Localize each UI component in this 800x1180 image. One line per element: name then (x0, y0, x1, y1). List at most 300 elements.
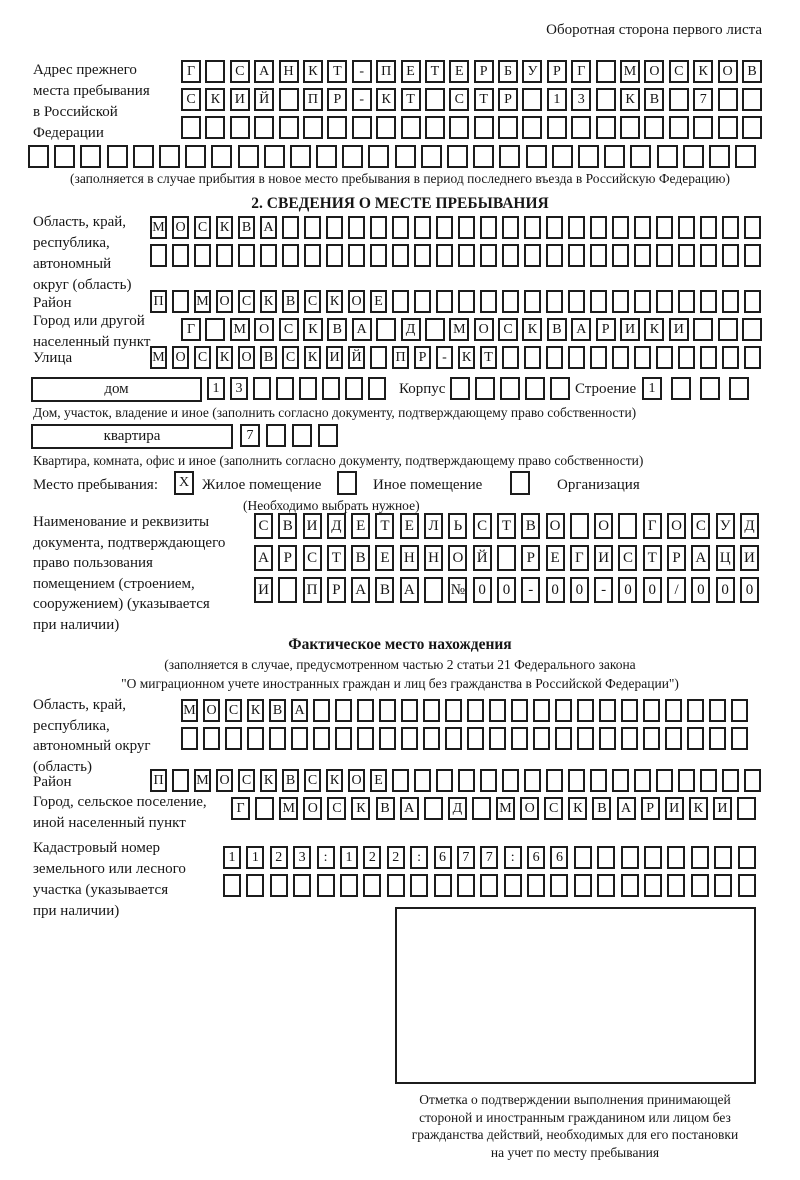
char-cell[interactable]: В (327, 318, 347, 341)
char-cell[interactable]: 1 (207, 377, 225, 400)
char-cell[interactable]: Ь (448, 513, 467, 539)
char-cell[interactable] (414, 216, 431, 239)
char-cell[interactable]: С (669, 60, 689, 83)
char-cell[interactable] (181, 116, 201, 139)
char-cell[interactable] (729, 377, 749, 400)
char-cell[interactable] (414, 290, 431, 313)
char-cell[interactable]: О (172, 346, 189, 369)
char-cell[interactable]: К (351, 797, 370, 820)
char-cell[interactable] (436, 244, 453, 267)
char-cell[interactable]: С (498, 318, 518, 341)
char-cell[interactable] (527, 874, 545, 897)
char-cell[interactable]: 1 (340, 846, 358, 869)
char-cell[interactable]: Й (473, 545, 492, 571)
char-cell[interactable]: С (194, 216, 211, 239)
char-cell[interactable]: П (303, 88, 323, 111)
char-cell[interactable] (731, 727, 748, 750)
char-cell[interactable]: Д (401, 318, 421, 341)
char-cell[interactable] (499, 145, 520, 168)
char-cell[interactable]: М (449, 318, 469, 341)
char-cell[interactable] (656, 346, 673, 369)
char-cell[interactable] (709, 145, 730, 168)
char-cell[interactable] (445, 699, 462, 722)
char-cell[interactable] (643, 727, 660, 750)
char-cell[interactable]: 7 (480, 846, 498, 869)
char-cell[interactable] (425, 318, 445, 341)
char-cell[interactable]: С (238, 769, 255, 792)
char-cell[interactable] (577, 727, 594, 750)
char-cell[interactable]: П (392, 346, 409, 369)
char-cell[interactable] (533, 699, 550, 722)
char-cell[interactable] (665, 699, 682, 722)
char-cell[interactable]: К (689, 797, 708, 820)
char-cell[interactable] (568, 769, 585, 792)
char-cell[interactable] (276, 377, 294, 400)
char-cell[interactable] (458, 769, 475, 792)
char-cell[interactable]: Р (521, 545, 540, 571)
char-cell[interactable]: Р (498, 88, 518, 111)
char-cell[interactable]: В (260, 346, 277, 369)
char-cell[interactable] (552, 145, 573, 168)
char-cell[interactable]: И (594, 545, 613, 571)
char-cell[interactable] (678, 244, 695, 267)
char-cell[interactable] (533, 727, 550, 750)
char-cell[interactable] (621, 874, 639, 897)
char-cell[interactable]: 0 (691, 577, 710, 603)
char-cell[interactable]: - (352, 60, 372, 83)
char-cell[interactable] (457, 874, 475, 897)
char-cell[interactable]: Р (596, 318, 616, 341)
char-cell[interactable]: У (522, 60, 542, 83)
char-cell[interactable]: С (327, 797, 346, 820)
char-cell[interactable] (54, 145, 75, 168)
char-cell[interactable]: О (594, 513, 613, 539)
char-cell[interactable] (691, 874, 709, 897)
char-cell[interactable] (424, 797, 443, 820)
char-cell[interactable] (744, 346, 761, 369)
char-cell[interactable]: С (618, 545, 637, 571)
char-cell[interactable]: Ц (716, 545, 735, 571)
char-cell[interactable] (474, 116, 494, 139)
char-cell[interactable] (612, 216, 629, 239)
char-cell[interactable] (590, 346, 607, 369)
char-cell[interactable]: О (348, 769, 365, 792)
char-cell[interactable] (568, 290, 585, 313)
char-cell[interactable] (458, 216, 475, 239)
char-cell[interactable] (410, 874, 428, 897)
char-cell[interactable] (270, 874, 288, 897)
char-cell[interactable] (612, 290, 629, 313)
char-cell[interactable] (150, 244, 167, 267)
char-cell[interactable] (700, 216, 717, 239)
char-cell[interactable]: Т (643, 545, 662, 571)
char-cell[interactable]: : (317, 846, 335, 869)
char-cell[interactable]: № (448, 577, 467, 603)
char-cell[interactable]: Г (181, 60, 201, 83)
char-cell[interactable]: В (351, 545, 370, 571)
char-cell[interactable] (742, 88, 762, 111)
char-cell[interactable] (335, 699, 352, 722)
char-cell[interactable] (596, 60, 616, 83)
char-cell[interactable]: - (352, 88, 372, 111)
char-cell[interactable]: И (254, 577, 273, 603)
char-cell[interactable] (467, 699, 484, 722)
char-cell[interactable] (278, 577, 297, 603)
char-cell[interactable] (621, 699, 638, 722)
char-cell[interactable]: С (691, 513, 710, 539)
char-cell[interactable] (524, 216, 541, 239)
char-cell[interactable]: Р (327, 577, 346, 603)
char-cell[interactable] (133, 145, 154, 168)
char-cell[interactable] (744, 216, 761, 239)
char-cell[interactable] (445, 727, 462, 750)
char-cell[interactable] (597, 874, 615, 897)
char-cell[interactable] (28, 145, 49, 168)
char-cell[interactable]: О (644, 60, 664, 83)
char-cell[interactable] (348, 216, 365, 239)
char-cell[interactable] (634, 216, 651, 239)
char-cell[interactable]: Т (480, 346, 497, 369)
char-cell[interactable] (216, 244, 233, 267)
char-cell[interactable] (181, 727, 198, 750)
char-cell[interactable]: Г (570, 545, 589, 571)
char-cell[interactable] (693, 318, 713, 341)
char-cell[interactable] (550, 874, 568, 897)
char-cell[interactable]: О (448, 545, 467, 571)
char-cell[interactable] (656, 769, 673, 792)
char-cell[interactable]: С (230, 60, 250, 83)
char-cell[interactable]: П (150, 290, 167, 313)
char-cell[interactable] (620, 116, 640, 139)
char-cell[interactable]: А (291, 699, 308, 722)
char-cell[interactable]: И (713, 797, 732, 820)
char-cell[interactable]: М (620, 60, 640, 83)
char-cell[interactable] (282, 216, 299, 239)
char-cell[interactable]: О (238, 346, 255, 369)
char-cell[interactable] (574, 874, 592, 897)
char-cell[interactable]: М (194, 290, 211, 313)
char-cell[interactable] (480, 216, 497, 239)
char-cell[interactable] (450, 377, 470, 400)
char-cell[interactable] (247, 727, 264, 750)
char-cell[interactable]: С (279, 318, 299, 341)
char-cell[interactable] (590, 216, 607, 239)
char-cell[interactable]: В (644, 88, 664, 111)
char-cell[interactable] (107, 145, 128, 168)
char-cell[interactable] (714, 874, 732, 897)
char-cell[interactable] (524, 290, 541, 313)
char-cell[interactable]: Д (327, 513, 346, 539)
char-cell[interactable]: К (522, 318, 542, 341)
char-cell[interactable]: А (254, 60, 274, 83)
char-cell[interactable]: Е (370, 290, 387, 313)
char-cell[interactable]: Р (474, 60, 494, 83)
char-cell[interactable]: 0 (546, 577, 565, 603)
char-cell[interactable] (225, 727, 242, 750)
char-cell[interactable] (722, 244, 739, 267)
char-cell[interactable] (599, 699, 616, 722)
char-cell[interactable]: И (620, 318, 640, 341)
char-cell[interactable] (318, 424, 338, 447)
char-cell[interactable]: П (303, 577, 322, 603)
char-cell[interactable] (596, 88, 616, 111)
char-cell[interactable]: 1 (547, 88, 567, 111)
char-cell[interactable]: Т (425, 60, 445, 83)
char-cell[interactable] (511, 699, 528, 722)
char-cell[interactable] (489, 727, 506, 750)
char-cell[interactable] (612, 244, 629, 267)
char-cell[interactable] (80, 145, 101, 168)
char-cell[interactable]: 0 (643, 577, 662, 603)
char-cell[interactable] (421, 145, 442, 168)
char-cell[interactable]: С (449, 88, 469, 111)
char-cell[interactable]: Г (571, 60, 591, 83)
char-cell[interactable] (599, 727, 616, 750)
char-cell[interactable]: С (544, 797, 563, 820)
char-cell[interactable] (335, 727, 352, 750)
char-cell[interactable]: В (238, 216, 255, 239)
char-cell[interactable] (205, 318, 225, 341)
char-cell[interactable]: / (667, 577, 686, 603)
char-cell[interactable]: В (521, 513, 540, 539)
char-cell[interactable] (669, 88, 689, 111)
char-cell[interactable]: Е (375, 545, 394, 571)
char-cell[interactable]: М (181, 699, 198, 722)
char-cell[interactable] (735, 145, 756, 168)
char-cell[interactable]: К (304, 346, 321, 369)
char-cell[interactable]: К (458, 346, 475, 369)
char-cell[interactable] (322, 377, 340, 400)
char-cell[interactable]: Т (327, 60, 347, 83)
char-cell[interactable]: В (278, 513, 297, 539)
char-cell[interactable] (526, 145, 547, 168)
char-cell[interactable] (423, 727, 440, 750)
char-cell[interactable]: 0 (473, 577, 492, 603)
char-cell[interactable]: В (742, 60, 762, 83)
char-cell[interactable]: М (150, 346, 167, 369)
char-cell[interactable] (291, 727, 308, 750)
char-cell[interactable] (395, 145, 416, 168)
char-cell[interactable]: О (303, 797, 322, 820)
char-cell[interactable] (392, 769, 409, 792)
char-cell[interactable] (401, 116, 421, 139)
char-cell[interactable] (744, 290, 761, 313)
char-cell[interactable] (425, 88, 445, 111)
char-cell[interactable] (597, 846, 615, 869)
char-cell[interactable]: Е (400, 513, 419, 539)
char-cell[interactable] (687, 727, 704, 750)
char-cell[interactable]: Н (279, 60, 299, 83)
char-cell[interactable]: О (474, 318, 494, 341)
char-cell[interactable]: А (691, 545, 710, 571)
char-cell[interactable]: С (194, 346, 211, 369)
char-cell[interactable]: К (568, 797, 587, 820)
char-cell[interactable] (255, 797, 274, 820)
char-cell[interactable] (714, 846, 732, 869)
char-cell[interactable] (578, 145, 599, 168)
char-cell[interactable] (292, 424, 312, 447)
char-cell[interactable]: Е (401, 60, 421, 83)
char-cell[interactable]: В (592, 797, 611, 820)
char-cell[interactable] (414, 769, 431, 792)
char-cell[interactable]: А (254, 545, 273, 571)
char-cell[interactable]: 6 (434, 846, 452, 869)
char-cell[interactable] (687, 699, 704, 722)
char-cell[interactable]: С (282, 346, 299, 369)
char-cell[interactable] (644, 116, 664, 139)
char-cell[interactable] (590, 244, 607, 267)
char-cell[interactable] (223, 874, 241, 897)
char-cell[interactable] (436, 216, 453, 239)
char-cell[interactable]: И (326, 346, 343, 369)
char-cell[interactable] (458, 244, 475, 267)
char-cell[interactable] (568, 244, 585, 267)
char-cell[interactable] (522, 116, 542, 139)
char-cell[interactable]: Е (370, 769, 387, 792)
char-cell[interactable] (194, 244, 211, 267)
char-cell[interactable] (525, 377, 545, 400)
char-cell[interactable] (656, 290, 673, 313)
char-cell[interactable]: В (375, 577, 394, 603)
char-cell[interactable]: 3 (571, 88, 591, 111)
char-cell[interactable]: К (644, 318, 664, 341)
char-cell[interactable] (376, 116, 396, 139)
char-cell[interactable] (634, 769, 651, 792)
char-cell[interactable] (502, 769, 519, 792)
char-cell[interactable]: В (282, 290, 299, 313)
char-cell[interactable] (423, 699, 440, 722)
char-cell[interactable] (590, 290, 607, 313)
char-cell[interactable]: К (205, 88, 225, 111)
char-cell[interactable] (571, 116, 591, 139)
char-cell[interactable]: Р (547, 60, 567, 83)
char-cell[interactable]: 2 (270, 846, 288, 869)
char-cell[interactable] (678, 346, 695, 369)
char-cell[interactable]: А (352, 318, 372, 341)
char-cell[interactable] (392, 244, 409, 267)
char-cell[interactable]: О (203, 699, 220, 722)
char-cell[interactable]: В (282, 769, 299, 792)
char-cell[interactable] (303, 116, 323, 139)
char-cell[interactable]: О (667, 513, 686, 539)
char-cell[interactable] (467, 727, 484, 750)
char-cell[interactable]: С (303, 545, 322, 571)
char-cell[interactable]: 0 (570, 577, 589, 603)
char-cell[interactable]: К (216, 346, 233, 369)
char-cell[interactable] (230, 116, 250, 139)
char-cell[interactable] (266, 424, 286, 447)
char-cell[interactable]: 7 (240, 424, 260, 447)
char-cell[interactable] (502, 290, 519, 313)
char-cell[interactable] (345, 377, 363, 400)
char-cell[interactable] (414, 244, 431, 267)
char-cell[interactable]: Р (667, 545, 686, 571)
char-cell[interactable]: Г (643, 513, 662, 539)
char-cell[interactable]: Р (278, 545, 297, 571)
char-cell[interactable]: С (304, 769, 321, 792)
char-cell[interactable] (480, 244, 497, 267)
stay-type-checkbox-organization[interactable] (510, 471, 530, 495)
char-cell[interactable] (570, 513, 589, 539)
char-cell[interactable] (368, 377, 386, 400)
char-cell[interactable] (744, 244, 761, 267)
char-cell[interactable] (604, 145, 625, 168)
char-cell[interactable]: : (504, 846, 522, 869)
char-cell[interactable]: Н (400, 545, 419, 571)
char-cell[interactable]: К (326, 769, 343, 792)
char-cell[interactable] (656, 216, 673, 239)
char-cell[interactable] (709, 699, 726, 722)
char-cell[interactable] (550, 377, 570, 400)
char-cell[interactable] (172, 290, 189, 313)
char-cell[interactable] (253, 377, 271, 400)
char-cell[interactable] (568, 216, 585, 239)
char-cell[interactable] (498, 116, 518, 139)
char-cell[interactable]: К (693, 60, 713, 83)
char-cell[interactable]: М (230, 318, 250, 341)
char-cell[interactable]: Г (181, 318, 201, 341)
char-cell[interactable] (260, 244, 277, 267)
char-cell[interactable]: Е (449, 60, 469, 83)
char-cell[interactable] (744, 769, 761, 792)
char-cell[interactable] (290, 145, 311, 168)
char-cell[interactable]: Г (231, 797, 250, 820)
char-cell[interactable] (634, 346, 651, 369)
char-cell[interactable] (700, 769, 717, 792)
char-cell[interactable]: Й (254, 88, 274, 111)
char-cell[interactable] (436, 769, 453, 792)
char-cell[interactable] (340, 874, 358, 897)
char-cell[interactable] (379, 699, 396, 722)
char-cell[interactable] (489, 699, 506, 722)
char-cell[interactable]: И (740, 545, 759, 571)
char-cell[interactable]: Т (474, 88, 494, 111)
char-cell[interactable]: Л (424, 513, 443, 539)
char-cell[interactable] (370, 346, 387, 369)
char-cell[interactable]: - (436, 346, 453, 369)
char-cell[interactable] (480, 874, 498, 897)
char-cell[interactable] (596, 116, 616, 139)
char-cell[interactable] (671, 377, 691, 400)
char-cell[interactable] (718, 318, 738, 341)
char-cell[interactable]: О (520, 797, 539, 820)
stay-type-checkbox-residential[interactable]: X (174, 471, 194, 495)
char-cell[interactable] (434, 874, 452, 897)
char-cell[interactable]: К (376, 88, 396, 111)
char-cell[interactable] (480, 769, 497, 792)
char-cell[interactable] (693, 116, 713, 139)
char-cell[interactable]: К (303, 60, 323, 83)
char-cell[interactable] (546, 244, 563, 267)
char-cell[interactable] (644, 874, 662, 897)
char-cell[interactable] (643, 699, 660, 722)
char-cell[interactable]: О (546, 513, 565, 539)
char-cell[interactable] (279, 88, 299, 111)
char-cell[interactable]: А (617, 797, 636, 820)
char-cell[interactable]: О (718, 60, 738, 83)
char-cell[interactable]: С (254, 513, 273, 539)
stay-type-checkbox-other-premises[interactable] (337, 471, 357, 495)
char-cell[interactable]: 0 (716, 577, 735, 603)
char-cell[interactable]: С (225, 699, 242, 722)
char-cell[interactable]: К (260, 769, 277, 792)
char-cell[interactable] (269, 727, 286, 750)
char-cell[interactable] (342, 145, 363, 168)
char-cell[interactable] (546, 769, 563, 792)
char-cell[interactable]: М (279, 797, 298, 820)
char-cell[interactable] (630, 145, 651, 168)
char-cell[interactable]: : (410, 846, 428, 869)
